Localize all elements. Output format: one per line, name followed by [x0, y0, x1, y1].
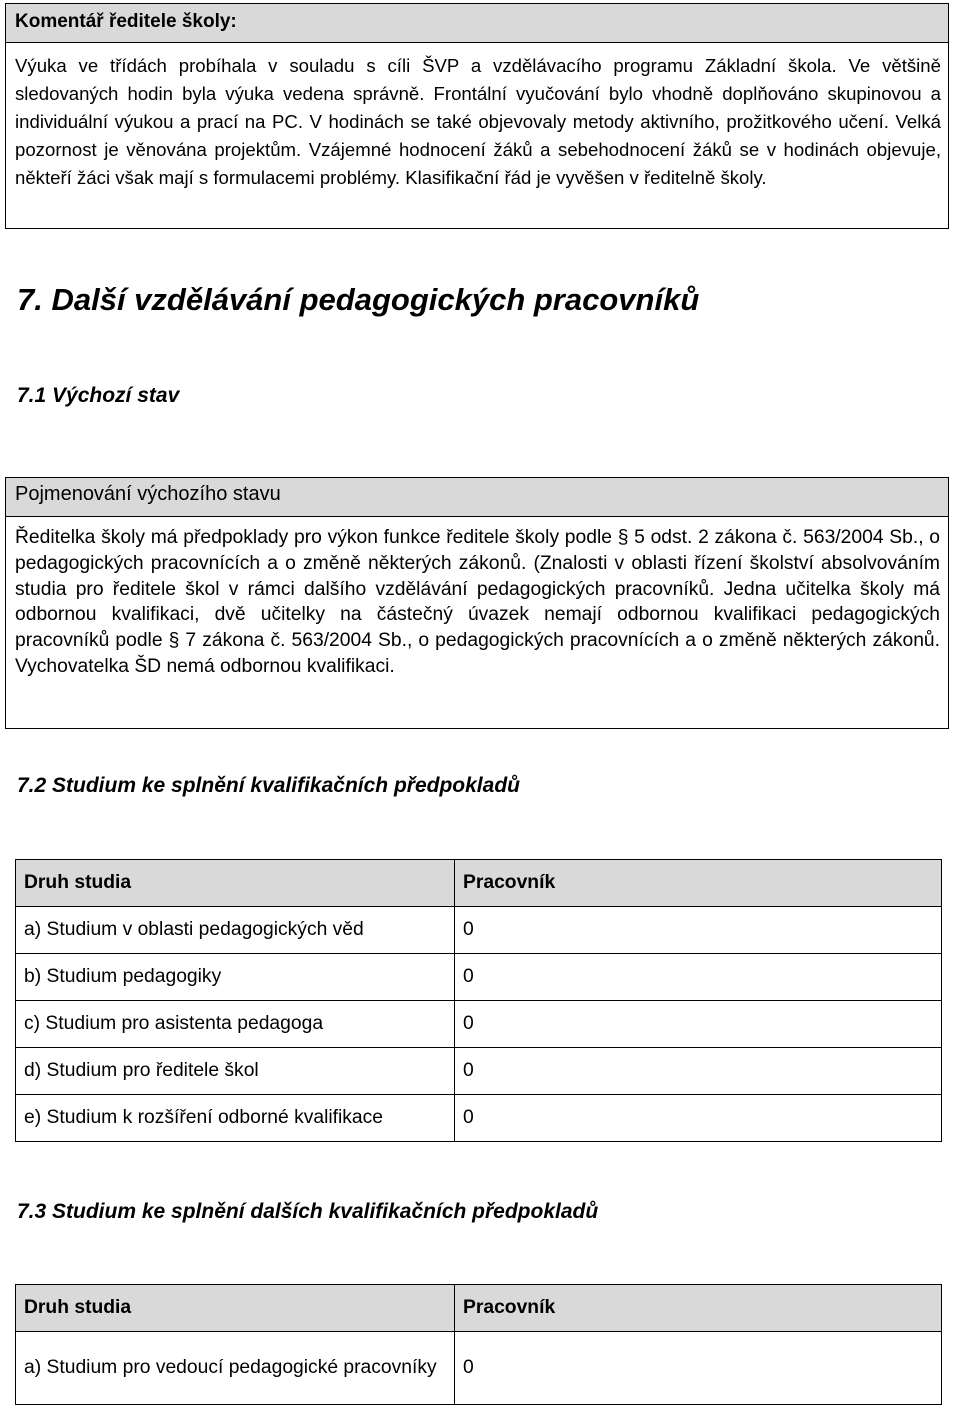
column-header-study-type: Druh studia [16, 1285, 455, 1332]
section-7-heading: 7. Další vzdělávání pedagogických pracovníků [17, 282, 700, 317]
column-header-worker: Pracovník [455, 1285, 942, 1332]
initial-state-header [6, 478, 948, 517]
initial-state-title: Pojmenování výchozího stavu [15, 483, 281, 505]
director-comment-box [5, 3, 949, 229]
table-row [16, 907, 942, 954]
table-row [16, 1001, 942, 1048]
initial-state-text: Ředitelka školy má předpoklady pro výkon funkce ředitele školy podle § 5 odst. 2 zákona č. 563/2004 Sb., o pedagogických pracovnících a o změně některých zákonů. (Znalosti v oblasti řízení školství absolvováním studia pro ředitele škol v rámci dalšího vzdělávání pedagogických pracovníků. Jedna učitelka školy má odbornou kvalifikaci, dvě učitelky na částečný úvazek nemají odbornou kvalifikaci pedagogických pracovníků podle § 7 zákona č. 563/2004 Sb., o pedagogických pracovnících a o změně některých zákonů. Vychovatelka ŠD nemá odbornou kvalifikaci. [15, 527, 940, 677]
study-type-cell: b) Studium pedagogiky [16, 954, 455, 1001]
study-type-cell: c) Studium pro asistenta pedagoga [16, 1001, 455, 1048]
table-row [16, 1048, 942, 1095]
study-type-cell: a) Studium pro vedoucí pedagogické pracovníky [16, 1332, 455, 1405]
worker-count-cell: 0 [455, 1095, 942, 1142]
table-header-row [16, 860, 942, 907]
study-type-cell: a) Studium v oblasti pedagogických věd [16, 907, 455, 954]
column-header-worker: Pracovník [455, 860, 942, 907]
table-header-row [16, 1285, 942, 1332]
worker-count-cell: 0 [455, 1332, 942, 1405]
director-comment-header [6, 4, 948, 43]
worker-count-cell: 0 [455, 1001, 942, 1048]
section-7-1-heading: 7.1 Výchozí stav [17, 384, 180, 407]
worker-count-cell: 0 [455, 954, 942, 1001]
worker-count-cell: 0 [455, 1048, 942, 1095]
director-comment-title: Komentář ředitele školy: [15, 11, 237, 32]
initial-state-box [5, 477, 949, 729]
director-comment-text: Výuka ve třídách probíhala v souladu s cíli ŠVP a vzdělávacího programu Základní škola. Ve většině sledovaných hodin byla výuka vedena správně. Frontální vyučování bylo vhodně doplňováno skupinovou a individuální výukou a prací na PC. V hodinách se také objevovaly metody aktivního, prožitkového učení. Velká pozornost je věnována projektům. Vzájemné hodnocení žáků a sebehodnocení žáků se v hodinách objevuje, někteří žáci však mají s formulacemi problémy. Klasifikační řád je vyvěšen v ředitelně školy. [15, 55, 941, 188]
table-row [16, 954, 942, 1001]
table-row [16, 1332, 942, 1405]
study-type-cell: e) Studium k rozšíření odborné kvalifikace [16, 1095, 455, 1142]
qualification-study-table [15, 859, 942, 1142]
additional-qualification-table [15, 1284, 942, 1405]
worker-count-cell: 0 [455, 907, 942, 954]
column-header-study-type: Druh studia [16, 860, 455, 907]
section-7-3-heading: 7.3 Studium ke splnění dalších kvalifikačních předpokladů [17, 1200, 599, 1223]
study-type-cell: d) Studium pro ředitele škol [16, 1048, 455, 1095]
section-7-2-heading: 7.2 Studium ke splnění kvalifikačních předpokladů [17, 774, 520, 797]
table-row [16, 1095, 942, 1142]
